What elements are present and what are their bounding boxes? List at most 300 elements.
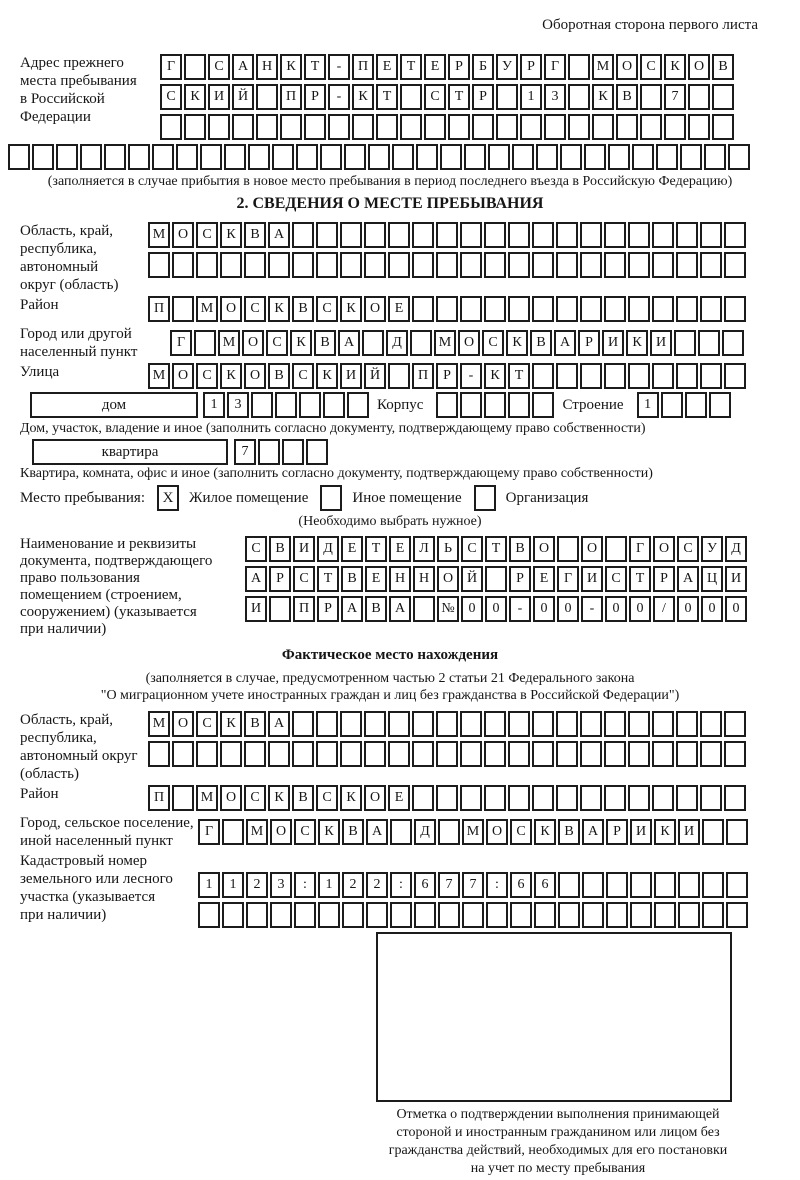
- form-cell[interactable]: [606, 902, 628, 928]
- form-cell[interactable]: [628, 785, 650, 811]
- form-cell[interactable]: С: [677, 536, 699, 562]
- form-cell[interactable]: В: [244, 711, 266, 737]
- form-cell[interactable]: [608, 144, 630, 170]
- form-cell[interactable]: Д: [725, 536, 747, 562]
- form-cell[interactable]: В: [244, 222, 266, 248]
- form-cell[interactable]: [400, 114, 422, 140]
- form-cell[interactable]: [376, 114, 398, 140]
- form-cell[interactable]: [414, 902, 436, 928]
- form-cell[interactable]: [304, 114, 326, 140]
- form-cell[interactable]: К: [220, 711, 242, 737]
- form-cell[interactable]: [299, 392, 321, 418]
- form-cell[interactable]: [726, 902, 748, 928]
- form-cell[interactable]: [582, 902, 604, 928]
- form-cell[interactable]: [544, 114, 566, 140]
- form-cell[interactable]: [412, 222, 434, 248]
- form-cell[interactable]: [724, 363, 746, 389]
- form-cell[interactable]: [160, 114, 182, 140]
- form-cell[interactable]: [676, 711, 698, 737]
- form-cell[interactable]: [664, 114, 686, 140]
- form-cell[interactable]: В: [292, 785, 314, 811]
- form-cell[interactable]: [604, 711, 626, 737]
- form-cell[interactable]: [275, 392, 297, 418]
- form-cell[interactable]: П: [148, 785, 170, 811]
- form-cell[interactable]: [128, 144, 150, 170]
- form-cell[interactable]: С: [461, 536, 483, 562]
- form-cell[interactable]: К: [268, 296, 290, 322]
- form-cell[interactable]: [654, 902, 676, 928]
- form-cell[interactable]: 0: [629, 596, 651, 622]
- form-cell[interactable]: У: [701, 536, 723, 562]
- form-cell[interactable]: П: [280, 84, 302, 110]
- form-cell[interactable]: Т: [629, 566, 651, 592]
- form-cell[interactable]: [460, 785, 482, 811]
- form-cell[interactable]: К: [592, 84, 614, 110]
- form-cell[interactable]: Ь: [437, 536, 459, 562]
- form-cell[interactable]: [712, 114, 734, 140]
- form-cell[interactable]: [56, 144, 78, 170]
- form-cell[interactable]: П: [412, 363, 434, 389]
- form-cell[interactable]: [390, 819, 412, 845]
- form-cell[interactable]: [678, 902, 700, 928]
- form-cell[interactable]: Н: [413, 566, 435, 592]
- form-cell[interactable]: [604, 785, 626, 811]
- form-cell[interactable]: [184, 114, 206, 140]
- form-cell[interactable]: [388, 741, 410, 767]
- form-cell[interactable]: [292, 252, 314, 278]
- form-cell[interactable]: [700, 252, 722, 278]
- form-cell[interactable]: Д: [386, 330, 408, 356]
- form-cell[interactable]: [726, 872, 748, 898]
- form-cell[interactable]: [292, 711, 314, 737]
- form-cell[interactable]: М: [196, 785, 218, 811]
- form-cell[interactable]: [557, 536, 579, 562]
- form-cell[interactable]: [700, 296, 722, 322]
- form-cell[interactable]: [320, 144, 342, 170]
- form-cell[interactable]: [148, 741, 170, 767]
- form-cell[interactable]: В: [268, 363, 290, 389]
- form-cell[interactable]: 1: [203, 392, 225, 418]
- form-cell[interactable]: В: [314, 330, 336, 356]
- form-cell[interactable]: /: [653, 596, 675, 622]
- form-cell[interactable]: [674, 330, 696, 356]
- form-cell[interactable]: Е: [388, 296, 410, 322]
- form-cell[interactable]: Т: [448, 84, 470, 110]
- form-cell[interactable]: [654, 872, 676, 898]
- form-cell[interactable]: [604, 222, 626, 248]
- form-cell[interactable]: 2: [246, 872, 268, 898]
- form-cell[interactable]: [652, 711, 674, 737]
- form-cell[interactable]: [364, 222, 386, 248]
- form-cell[interactable]: [532, 785, 554, 811]
- form-cell[interactable]: [436, 392, 458, 418]
- form-cell[interactable]: [580, 252, 602, 278]
- form-cell[interactable]: В: [509, 536, 531, 562]
- form-cell[interactable]: [244, 252, 266, 278]
- form-cell[interactable]: [448, 114, 470, 140]
- form-cell[interactable]: 2: [342, 872, 364, 898]
- form-cell[interactable]: [246, 902, 268, 928]
- form-cell[interactable]: Р: [509, 566, 531, 592]
- form-cell[interactable]: Р: [436, 363, 458, 389]
- form-cell[interactable]: [484, 252, 506, 278]
- form-cell[interactable]: [676, 252, 698, 278]
- form-cell[interactable]: [196, 252, 218, 278]
- form-cell[interactable]: [724, 711, 746, 737]
- form-cell[interactable]: [685, 392, 707, 418]
- form-cell[interactable]: [172, 785, 194, 811]
- form-cell[interactable]: Е: [365, 566, 387, 592]
- form-cell[interactable]: В: [292, 296, 314, 322]
- form-cell[interactable]: Г: [160, 54, 182, 80]
- form-cell[interactable]: [460, 741, 482, 767]
- form-cell[interactable]: О: [172, 222, 194, 248]
- form-cell[interactable]: С: [294, 819, 316, 845]
- form-cell[interactable]: [724, 222, 746, 248]
- form-cell[interactable]: К: [280, 54, 302, 80]
- form-cell[interactable]: [460, 296, 482, 322]
- form-cell[interactable]: [680, 144, 702, 170]
- form-cell[interactable]: [294, 902, 316, 928]
- form-cell[interactable]: О: [653, 536, 675, 562]
- form-cell[interactable]: [678, 872, 700, 898]
- form-cell[interactable]: [292, 741, 314, 767]
- form-cell[interactable]: [484, 222, 506, 248]
- form-cell[interactable]: С: [160, 84, 182, 110]
- form-cell[interactable]: Р: [653, 566, 675, 592]
- form-cell[interactable]: [580, 711, 602, 737]
- form-cell[interactable]: [604, 252, 626, 278]
- form-cell[interactable]: Е: [533, 566, 555, 592]
- form-cell[interactable]: [104, 144, 126, 170]
- form-cell[interactable]: 1: [318, 872, 340, 898]
- form-cell[interactable]: Т: [365, 536, 387, 562]
- form-cell[interactable]: О: [364, 785, 386, 811]
- form-cell[interactable]: [244, 741, 266, 767]
- form-cell[interactable]: [222, 902, 244, 928]
- form-cell[interactable]: [316, 711, 338, 737]
- form-cell[interactable]: [172, 252, 194, 278]
- form-cell[interactable]: [256, 114, 278, 140]
- form-cell[interactable]: А: [338, 330, 360, 356]
- form-cell[interactable]: [712, 84, 734, 110]
- form-cell[interactable]: И: [208, 84, 230, 110]
- form-cell[interactable]: [484, 392, 506, 418]
- form-cell[interactable]: [604, 296, 626, 322]
- form-cell[interactable]: М: [196, 296, 218, 322]
- form-cell[interactable]: [532, 252, 554, 278]
- form-cell[interactable]: [410, 330, 432, 356]
- form-cell[interactable]: [652, 252, 674, 278]
- form-cell[interactable]: 0: [533, 596, 555, 622]
- form-cell[interactable]: 0: [485, 596, 507, 622]
- form-cell[interactable]: [436, 741, 458, 767]
- form-cell[interactable]: [282, 439, 304, 465]
- form-cell[interactable]: [8, 144, 30, 170]
- form-cell[interactable]: [656, 144, 678, 170]
- form-cell[interactable]: [582, 872, 604, 898]
- form-cell[interactable]: И: [340, 363, 362, 389]
- form-cell[interactable]: [558, 872, 580, 898]
- form-cell[interactable]: [347, 392, 369, 418]
- form-cell[interactable]: [388, 222, 410, 248]
- form-cell[interactable]: [512, 144, 534, 170]
- form-cell[interactable]: Р: [448, 54, 470, 80]
- form-cell[interactable]: [700, 711, 722, 737]
- form-cell[interactable]: [460, 252, 482, 278]
- form-cell[interactable]: [270, 902, 292, 928]
- form-cell[interactable]: [306, 439, 328, 465]
- form-cell[interactable]: [416, 144, 438, 170]
- form-cell[interactable]: [532, 392, 554, 418]
- form-cell[interactable]: О: [486, 819, 508, 845]
- form-cell[interactable]: [364, 711, 386, 737]
- form-cell[interactable]: [628, 252, 650, 278]
- form-cell[interactable]: С: [292, 363, 314, 389]
- form-cell[interactable]: Й: [461, 566, 483, 592]
- form-cell[interactable]: [688, 114, 710, 140]
- form-cell[interactable]: И: [630, 819, 652, 845]
- form-cell[interactable]: [676, 296, 698, 322]
- form-cell[interactable]: [556, 252, 578, 278]
- form-cell[interactable]: К: [664, 54, 686, 80]
- form-cell[interactable]: :: [294, 872, 316, 898]
- form-cell[interactable]: [392, 144, 414, 170]
- form-cell[interactable]: 2: [366, 872, 388, 898]
- form-cell[interactable]: [508, 785, 530, 811]
- form-cell[interactable]: [488, 144, 510, 170]
- form-cell[interactable]: [676, 363, 698, 389]
- form-cell[interactable]: [388, 711, 410, 737]
- form-cell[interactable]: [472, 114, 494, 140]
- form-cell[interactable]: 3: [544, 84, 566, 110]
- form-cell[interactable]: [724, 741, 746, 767]
- form-cell[interactable]: М: [218, 330, 240, 356]
- form-cell[interactable]: [176, 144, 198, 170]
- form-cell[interactable]: [702, 902, 724, 928]
- form-cell[interactable]: [269, 596, 291, 622]
- form-cell[interactable]: [364, 252, 386, 278]
- form-cell[interactable]: О: [242, 330, 264, 356]
- form-cell[interactable]: [724, 252, 746, 278]
- form-cell[interactable]: С: [245, 536, 267, 562]
- form-cell[interactable]: У: [496, 54, 518, 80]
- form-cell[interactable]: Г: [557, 566, 579, 592]
- form-cell[interactable]: [424, 114, 446, 140]
- form-cell[interactable]: [484, 785, 506, 811]
- form-cell[interactable]: О: [581, 536, 603, 562]
- form-cell[interactable]: [556, 363, 578, 389]
- form-cell[interactable]: Л: [413, 536, 435, 562]
- form-cell[interactable]: [412, 252, 434, 278]
- form-cell[interactable]: [560, 144, 582, 170]
- form-cell[interactable]: [652, 741, 674, 767]
- form-cell[interactable]: [412, 741, 434, 767]
- form-cell[interactable]: [251, 392, 273, 418]
- form-cell[interactable]: Д: [317, 536, 339, 562]
- form-cell[interactable]: [220, 252, 242, 278]
- form-cell[interactable]: 6: [510, 872, 532, 898]
- form-cell[interactable]: К: [340, 785, 362, 811]
- form-cell[interactable]: О: [220, 785, 242, 811]
- form-cell[interactable]: [568, 114, 590, 140]
- form-cell[interactable]: [496, 114, 518, 140]
- form-cell[interactable]: [728, 144, 750, 170]
- form-cell[interactable]: [510, 902, 532, 928]
- form-cell[interactable]: К: [534, 819, 556, 845]
- form-cell[interactable]: [532, 296, 554, 322]
- stay-type-checkbox-residential[interactable]: X: [157, 485, 179, 511]
- form-cell[interactable]: -: [328, 54, 350, 80]
- form-cell[interactable]: [292, 222, 314, 248]
- form-cell[interactable]: [700, 785, 722, 811]
- form-cell[interactable]: М: [462, 819, 484, 845]
- form-cell[interactable]: Г: [198, 819, 220, 845]
- form-cell[interactable]: [688, 84, 710, 110]
- form-cell[interactable]: 7: [438, 872, 460, 898]
- form-cell[interactable]: [232, 114, 254, 140]
- form-cell[interactable]: С: [424, 84, 446, 110]
- form-cell[interactable]: И: [581, 566, 603, 592]
- form-cell[interactable]: [220, 741, 242, 767]
- form-cell[interactable]: [606, 872, 628, 898]
- form-cell[interactable]: [628, 711, 650, 737]
- form-cell[interactable]: [352, 114, 374, 140]
- form-cell[interactable]: К: [506, 330, 528, 356]
- form-cell[interactable]: [709, 392, 731, 418]
- form-cell[interactable]: [556, 711, 578, 737]
- form-cell[interactable]: [436, 711, 458, 737]
- form-cell[interactable]: [436, 222, 458, 248]
- form-cell[interactable]: [532, 363, 554, 389]
- form-cell[interactable]: И: [725, 566, 747, 592]
- form-cell[interactable]: [605, 536, 627, 562]
- form-cell[interactable]: А: [677, 566, 699, 592]
- form-cell[interactable]: К: [352, 84, 374, 110]
- form-cell[interactable]: 1: [520, 84, 542, 110]
- form-cell[interactable]: :: [486, 872, 508, 898]
- form-cell[interactable]: [272, 144, 294, 170]
- form-cell[interactable]: С: [316, 785, 338, 811]
- form-cell[interactable]: [152, 144, 174, 170]
- form-cell[interactable]: :: [390, 872, 412, 898]
- form-cell[interactable]: А: [554, 330, 576, 356]
- form-cell[interactable]: Е: [389, 536, 411, 562]
- form-cell[interactable]: [316, 741, 338, 767]
- form-cell[interactable]: А: [268, 711, 290, 737]
- form-cell[interactable]: Т: [304, 54, 326, 80]
- form-cell[interactable]: К: [654, 819, 676, 845]
- form-cell[interactable]: 0: [725, 596, 747, 622]
- form-cell[interactable]: П: [352, 54, 374, 80]
- form-cell[interactable]: Р: [269, 566, 291, 592]
- form-cell[interactable]: А: [366, 819, 388, 845]
- form-cell[interactable]: [413, 596, 435, 622]
- form-cell[interactable]: [328, 114, 350, 140]
- form-cell[interactable]: А: [389, 596, 411, 622]
- form-cell[interactable]: Н: [256, 54, 278, 80]
- form-cell[interactable]: 0: [701, 596, 723, 622]
- form-cell[interactable]: Е: [388, 785, 410, 811]
- form-cell[interactable]: [222, 819, 244, 845]
- form-cell[interactable]: Г: [170, 330, 192, 356]
- form-cell[interactable]: [556, 785, 578, 811]
- form-cell[interactable]: [616, 114, 638, 140]
- form-cell[interactable]: 1: [637, 392, 659, 418]
- form-cell[interactable]: С: [266, 330, 288, 356]
- form-cell[interactable]: [464, 144, 486, 170]
- form-cell[interactable]: [508, 741, 530, 767]
- form-cell[interactable]: А: [268, 222, 290, 248]
- form-cell[interactable]: Б: [472, 54, 494, 80]
- form-cell[interactable]: И: [293, 536, 315, 562]
- form-cell[interactable]: Т: [376, 84, 398, 110]
- form-cell[interactable]: В: [712, 54, 734, 80]
- form-cell[interactable]: Ц: [701, 566, 723, 592]
- form-cell[interactable]: С: [640, 54, 662, 80]
- form-cell[interactable]: [198, 902, 220, 928]
- form-cell[interactable]: [704, 144, 726, 170]
- form-cell[interactable]: С: [244, 296, 266, 322]
- form-cell[interactable]: [438, 902, 460, 928]
- form-cell[interactable]: О: [437, 566, 459, 592]
- form-cell[interactable]: [248, 144, 270, 170]
- form-cell[interactable]: М: [148, 711, 170, 737]
- form-cell[interactable]: [632, 144, 654, 170]
- form-cell[interactable]: 7: [664, 84, 686, 110]
- form-cell[interactable]: Р: [606, 819, 628, 845]
- form-cell[interactable]: И: [650, 330, 672, 356]
- form-cell[interactable]: [580, 222, 602, 248]
- form-cell[interactable]: С: [208, 54, 230, 80]
- form-cell[interactable]: [438, 819, 460, 845]
- form-cell[interactable]: [296, 144, 318, 170]
- form-cell[interactable]: [652, 222, 674, 248]
- form-cell[interactable]: К: [184, 84, 206, 110]
- form-cell[interactable]: [280, 114, 302, 140]
- form-cell[interactable]: М: [246, 819, 268, 845]
- form-cell[interactable]: [508, 296, 530, 322]
- form-cell[interactable]: [580, 363, 602, 389]
- form-cell[interactable]: [412, 296, 434, 322]
- form-cell[interactable]: [628, 363, 650, 389]
- form-cell[interactable]: [661, 392, 683, 418]
- form-cell[interactable]: К: [290, 330, 312, 356]
- form-cell[interactable]: [436, 252, 458, 278]
- form-cell[interactable]: 6: [414, 872, 436, 898]
- form-cell[interactable]: [628, 741, 650, 767]
- form-cell[interactable]: [485, 566, 507, 592]
- form-cell[interactable]: [536, 144, 558, 170]
- form-cell[interactable]: [340, 741, 362, 767]
- form-cell[interactable]: П: [148, 296, 170, 322]
- form-cell[interactable]: В: [616, 84, 638, 110]
- form-cell[interactable]: [80, 144, 102, 170]
- form-cell[interactable]: [496, 84, 518, 110]
- form-cell[interactable]: О: [270, 819, 292, 845]
- form-cell[interactable]: О: [244, 363, 266, 389]
- form-cell[interactable]: [722, 330, 744, 356]
- form-cell[interactable]: [388, 252, 410, 278]
- form-cell[interactable]: В: [530, 330, 552, 356]
- form-cell[interactable]: К: [316, 363, 338, 389]
- form-cell[interactable]: [508, 711, 530, 737]
- stay-type-checkbox-organization[interactable]: [474, 485, 496, 511]
- form-cell[interactable]: С: [244, 785, 266, 811]
- form-cell[interactable]: О: [533, 536, 555, 562]
- form-cell[interactable]: А: [245, 566, 267, 592]
- form-cell[interactable]: [440, 144, 462, 170]
